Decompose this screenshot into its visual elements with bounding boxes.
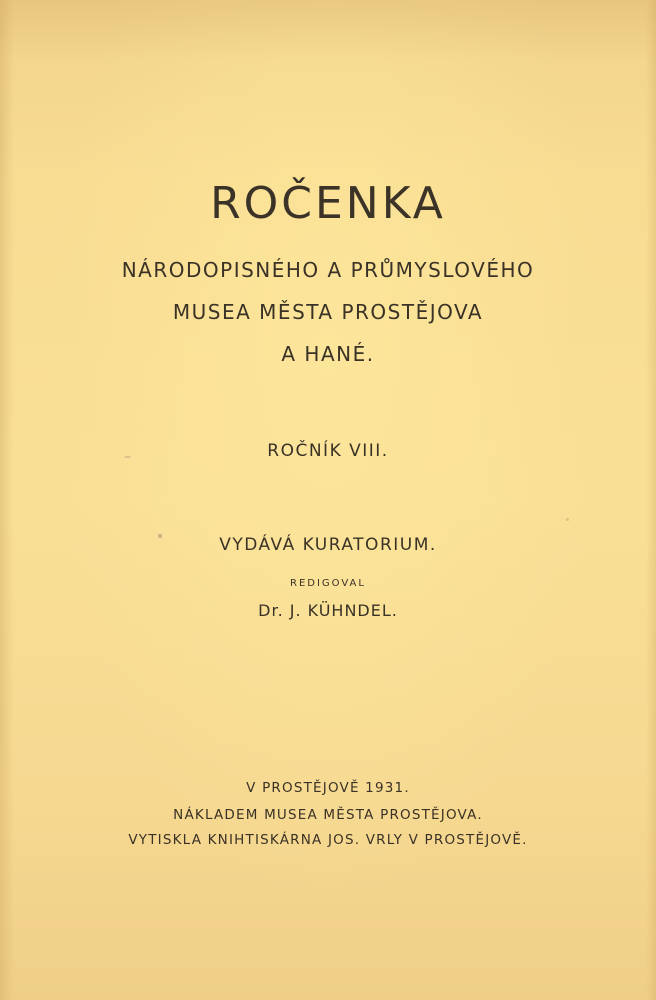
cover-subtitle-line-1: NÁRODOPISNÉHO A PRŮMYSLOVÉHO: [121, 258, 535, 282]
cover-subtitle-line-2: MUSEA MĚSTA PROSTĚJOVA: [172, 300, 484, 324]
volume-number: ROČNÍK VIII.: [267, 441, 389, 461]
paper-speck: [566, 518, 569, 521]
imprint-publisher: NÁKLADEM MUSEA MĚSTA PROSTĚJOVA.: [173, 807, 483, 823]
imprint-printer: VYTISKLA KNIHTISKÁRNA JOS. VRLY V PROSTĚJOVĚ.: [128, 832, 528, 848]
paper-edge-top: [0, 0, 656, 60]
cover-subtitle-line-3: A HANÉ.: [281, 342, 375, 366]
imprint-place-year: V PROSTĚJOVĚ 1931.: [246, 780, 410, 796]
paper-edge-right: [646, 0, 656, 1000]
paper-edge-left: [0, 0, 14, 1000]
cover-title: ROČENKA: [210, 178, 446, 229]
publisher-line: VYDÁVÁ KURATORIUM.: [219, 535, 437, 555]
edited-by-label: REDIGOVAL: [290, 578, 366, 589]
editor-name: Dr. J. KÜHNDEL.: [258, 601, 398, 620]
